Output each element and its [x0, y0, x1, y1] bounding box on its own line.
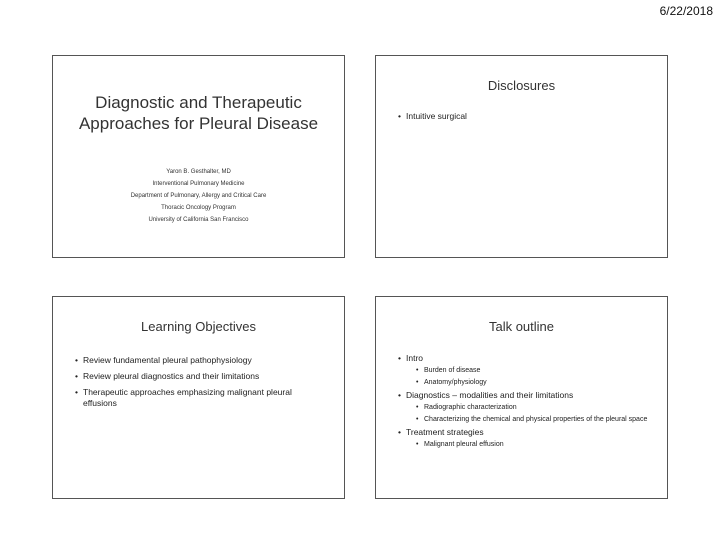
sub-bullet-item: • Anatomy/physiology	[416, 378, 649, 387]
bullet-item: • Review fundamental pleural pathophysiology	[75, 355, 326, 366]
sub-bullet-list	[406, 366, 649, 387]
page-date: 6/22/2018	[659, 4, 713, 18]
author-division: Interventional Pulmonary Medicine	[152, 181, 245, 187]
slide-title: Disclosures	[487, 78, 556, 93]
bullet-item	[398, 390, 649, 424]
slide-learning-objectives	[52, 296, 345, 499]
author-name: Yaron B. Gesthalter, MD	[166, 169, 231, 175]
bullet-list	[398, 111, 649, 127]
slide-disclosures	[375, 55, 668, 258]
author-block	[63, 166, 334, 226]
sub-bullet-item: • Radiographic characterization	[416, 403, 649, 412]
slide-title: Learning Objectives	[141, 319, 256, 334]
sub-bullet-list	[406, 403, 649, 424]
author-department: Department of Pulmonary, Allergy and Critical Care	[130, 193, 267, 199]
bullet-list	[398, 353, 649, 452]
bullet-label: Intro	[406, 353, 424, 363]
bullet-item	[398, 427, 649, 449]
slide-talk-outline	[375, 296, 668, 499]
bullet-item: • Review pleural diagnostics and their limitations	[75, 371, 326, 382]
slide-title: Diagnostic and Therapeutic Approaches for Pleural Disease	[78, 93, 319, 133]
sub-bullet-list	[406, 440, 649, 449]
author-program: Thoracic Oncology Program	[161, 205, 236, 211]
bullet-item: • Intuitive surgical	[398, 111, 649, 122]
bullet-list	[75, 355, 326, 414]
author-institution: University of California San Francisco	[148, 217, 249, 223]
slide-title-page	[52, 55, 345, 258]
sub-bullet-item: • Burden of disease	[416, 366, 649, 375]
sub-bullet-item: • Malignant pleural effusion	[416, 440, 649, 449]
slide-title: Talk outline	[488, 319, 555, 334]
bullet-label: Diagnostics – modalities and their limitations	[406, 390, 574, 400]
bullet-item: • Therapeutic approaches emphasizing malignant pleural effusions	[75, 387, 326, 409]
bullet-item	[398, 353, 649, 387]
sub-bullet-item: • Characterizing the chemical and physical properties of the pleural space	[416, 415, 649, 424]
bullet-label: Treatment strategies	[406, 427, 484, 437]
